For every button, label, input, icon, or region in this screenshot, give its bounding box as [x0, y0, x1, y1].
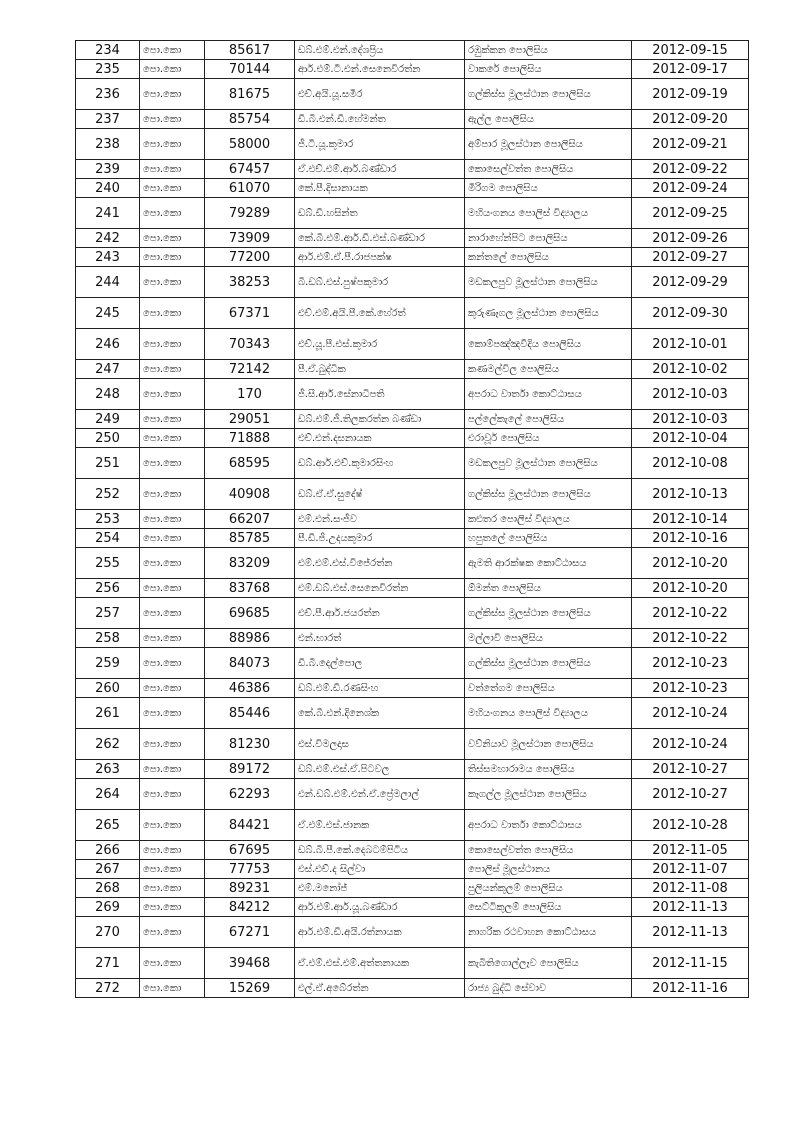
row-number: 243 — [76, 248, 140, 267]
officer-name: ජී.ටී.යූ.කුමාර — [295, 129, 465, 160]
transfer-date: 2012-10-13 — [632, 479, 749, 510]
row-number: 258 — [76, 629, 140, 648]
police-station: ගල්කිස්ස මූලස්ථාන පොලිසිය — [465, 598, 632, 629]
officer-name: බී.ඩබ්.එස්.පුෂ්පකුමාර — [295, 267, 465, 298]
officer-name: ආර්.එම්.ඩී.අයි.රත්නායක — [295, 917, 465, 948]
registration-number: 46386 — [205, 679, 295, 698]
row-number: 261 — [76, 698, 140, 729]
transfer-date: 2012-11-13 — [632, 898, 749, 917]
rank-cell: පො.කො — [140, 648, 205, 679]
table-row — [76, 648, 749, 679]
transfer-date: 2012-09-26 — [632, 229, 749, 248]
police-station: කෑගල්ල මූලස්ථාන පොලිසිය — [465, 779, 632, 810]
rank-cell: පො.කො — [140, 698, 205, 729]
table-row — [76, 41, 749, 60]
row-number: 235 — [76, 60, 140, 79]
officer-name: ඩබ්.එම්.එන්.දේශප්‍රිය — [295, 41, 465, 60]
row-number: 265 — [76, 810, 140, 841]
table-row — [76, 198, 749, 229]
transfer-date: 2012-09-15 — [632, 41, 749, 60]
row-number: 236 — [76, 79, 140, 110]
row-number: 251 — [76, 448, 140, 479]
officer-name: ආර්.එම්.ටී.එන්.සෙනෙවිරත්න — [295, 60, 465, 79]
transfer-date: 2012-10-22 — [632, 598, 749, 629]
table-row — [76, 860, 749, 879]
police-station: මහියංගනය පොලිස් විද්‍යාලය — [465, 198, 632, 229]
table-row — [76, 729, 749, 760]
row-number: 246 — [76, 329, 140, 360]
officer-name: එන්.භාරත් — [295, 629, 465, 648]
police-station: මහියංගනය පොලිස් විද්‍යාලය — [465, 698, 632, 729]
registration-number: 67271 — [205, 917, 295, 948]
transfer-date: 2012-10-23 — [632, 648, 749, 679]
registration-number: 81675 — [205, 79, 295, 110]
police-station: නාරාහේන්පිට පොලිසිය — [465, 229, 632, 248]
table-row — [76, 179, 749, 198]
registration-number: 67457 — [205, 160, 295, 179]
rank-cell: පො.කො — [140, 429, 205, 448]
transfer-date: 2012-11-08 — [632, 879, 749, 898]
row-number: 249 — [76, 410, 140, 429]
row-number: 237 — [76, 110, 140, 129]
officer-name: ඩබ්.ආර්.එච්.කුමාරසිංහ — [295, 448, 465, 479]
rank-cell: පො.කො — [140, 679, 205, 698]
officer-name: එම්.මනෝජ් — [295, 879, 465, 898]
transfer-date: 2012-09-20 — [632, 110, 749, 129]
row-number: 244 — [76, 267, 140, 298]
officer-name: පී.ඩී.ජී.උදයකුමාර — [295, 529, 465, 548]
registration-number: 85754 — [205, 110, 295, 129]
police-station: ඕමන්ත පොලිසිය — [465, 579, 632, 598]
table-row — [76, 360, 749, 379]
transfer-date: 2012-11-15 — [632, 948, 749, 979]
registration-number: 89231 — [205, 879, 295, 898]
transfer-date: 2012-10-03 — [632, 379, 749, 410]
transfer-list-table — [75, 40, 749, 998]
police-station: කණමල්විල පොලිසිය — [465, 360, 632, 379]
transfer-date: 2012-10-28 — [632, 810, 749, 841]
police-station: කුරුණෑගල මූලස්ථාන පොලිසිය — [465, 298, 632, 329]
transfer-date: 2012-11-07 — [632, 860, 749, 879]
registration-number: 66207 — [205, 510, 295, 529]
row-number: 241 — [76, 198, 140, 229]
officer-name: ඩබ්.එම්.ජී.තිලකරත්න බණ්ඩා — [295, 410, 465, 429]
row-number: 252 — [76, 479, 140, 510]
row-number: 245 — [76, 298, 140, 329]
table-row — [76, 510, 749, 529]
table-row — [76, 879, 749, 898]
transfer-date: 2012-09-17 — [632, 60, 749, 79]
row-number: 257 — [76, 598, 140, 629]
officer-name: එම්.ඩබ්.එස්.සෙනෙවිරත්න — [295, 579, 465, 598]
police-station: හපුතලේ පොලිසිය — [465, 529, 632, 548]
rank-cell: පො.කො — [140, 879, 205, 898]
registration-number: 85617 — [205, 41, 295, 60]
officer-name: ඩබ්.එම්.ඩී.රණසිංහ — [295, 679, 465, 698]
rank-cell: පො.කො — [140, 248, 205, 267]
rank-cell: පො.කො — [140, 598, 205, 629]
table-row — [76, 379, 749, 410]
transfer-date: 2012-10-20 — [632, 548, 749, 579]
registration-number: 38253 — [205, 267, 295, 298]
registration-number: 40908 — [205, 479, 295, 510]
table-row — [76, 267, 749, 298]
officer-name: එච්.පී.ආර්.ජයරත්න — [295, 598, 465, 629]
transfer-date: 2012-10-20 — [632, 579, 749, 598]
police-station: රඹුක්කන පොලිසිය — [465, 41, 632, 60]
table-row — [76, 60, 749, 79]
rank-cell: පො.කො — [140, 810, 205, 841]
rank-cell: පො.කො — [140, 779, 205, 810]
row-number: 255 — [76, 548, 140, 579]
table-row — [76, 629, 749, 648]
row-number: 256 — [76, 579, 140, 598]
officer-name: එම්.එන්.සංජීව — [295, 510, 465, 529]
table-row — [76, 479, 749, 510]
transfer-date: 2012-10-01 — [632, 329, 749, 360]
police-station: කන්තලේ පොලිසිය — [465, 248, 632, 267]
table-row — [76, 110, 749, 129]
rank-cell: පො.කො — [140, 948, 205, 979]
rank-cell: පො.කො — [140, 79, 205, 110]
transfer-date: 2012-10-27 — [632, 779, 749, 810]
row-number: 247 — [76, 360, 140, 379]
officer-name: එල්.ඒ.අබේරත්න — [295, 979, 465, 998]
table-row — [76, 898, 749, 917]
registration-number: 67695 — [205, 841, 295, 860]
police-station: කොම්පඤ්ඤවීදිය පොලිසිය — [465, 329, 632, 360]
transfer-date: 2012-10-04 — [632, 429, 749, 448]
registration-number: 15269 — [205, 979, 295, 998]
officer-name: එම්.එම්.එස්.විජේරත්න — [295, 548, 465, 579]
transfer-date: 2012-10-14 — [632, 510, 749, 529]
row-number: 262 — [76, 729, 140, 760]
row-number: 259 — [76, 648, 140, 679]
rank-cell: පො.කො — [140, 360, 205, 379]
rank-cell: පො.කො — [140, 179, 205, 198]
table-row — [76, 129, 749, 160]
rank-cell: පො.කො — [140, 760, 205, 779]
table-row — [76, 79, 749, 110]
table-row — [76, 229, 749, 248]
table-row — [76, 760, 749, 779]
registration-number: 73909 — [205, 229, 295, 248]
row-number: 250 — [76, 429, 140, 448]
police-station: පුලියන්කුලම් පොලිසිය — [465, 879, 632, 898]
rank-cell: පො.කො — [140, 160, 205, 179]
row-number: 253 — [76, 510, 140, 529]
officer-name: ආර්.එම්.ආර්.යූ.බණ්ඩාර — [295, 898, 465, 917]
row-number: 234 — [76, 41, 140, 60]
transfer-date: 2012-10-03 — [632, 410, 749, 429]
police-station: වත්තේගම පොලිසිය — [465, 679, 632, 698]
officer-name: ඒ.එම්.එස්.එම්.අත්තනායක — [295, 948, 465, 979]
registration-number: 84421 — [205, 810, 295, 841]
officer-name: එච්.අයි.යූ.සමීර — [295, 79, 465, 110]
rank-cell: පො.කො — [140, 329, 205, 360]
registration-number: 83768 — [205, 579, 295, 598]
registration-number: 81230 — [205, 729, 295, 760]
registration-number: 39468 — [205, 948, 295, 979]
police-station: කොසෙල්වත්ත පොලිසිය — [465, 841, 632, 860]
transfer-date: 2012-11-16 — [632, 979, 749, 998]
police-station: තිස්සමහාරාමය පොලිසිය — [465, 760, 632, 779]
transfer-date: 2012-10-16 — [632, 529, 749, 548]
rank-cell: පො.කො — [140, 410, 205, 429]
police-station: අම්පාර මූලස්ථාන පොලිසිය — [465, 129, 632, 160]
police-station: අපරාධ වාර්තා කොට්ඨාසය — [465, 379, 632, 410]
registration-number: 62293 — [205, 779, 295, 810]
police-station: පල්ලේකැලේ පොලිසිය — [465, 410, 632, 429]
registration-number: 68595 — [205, 448, 295, 479]
officer-name: ආර්.එම්.ඒ.පී.රාජපක්ෂ — [295, 248, 465, 267]
police-station: මඩකලපුව මූලස්ථාන පොලිසිය — [465, 267, 632, 298]
police-station: එරාවූර් පොලිසිය — [465, 429, 632, 448]
table-body — [76, 41, 749, 998]
row-number: 270 — [76, 917, 140, 948]
transfer-date: 2012-10-24 — [632, 729, 749, 760]
rank-cell: පො.කො — [140, 267, 205, 298]
police-station: ඇල්ල පොලිසිය — [465, 110, 632, 129]
row-number: 264 — [76, 779, 140, 810]
transfer-date: 2012-11-13 — [632, 917, 749, 948]
officer-name: ඩබ්.එම්.එස්.ඒ.පිටවල — [295, 760, 465, 779]
rank-cell: පො.කො — [140, 510, 205, 529]
row-number: 269 — [76, 898, 140, 917]
police-station: කළුතර පොලිස් විද්‍යාලය — [465, 510, 632, 529]
registration-number: 89172 — [205, 760, 295, 779]
row-number: 242 — [76, 229, 140, 248]
registration-number: 29051 — [205, 410, 295, 429]
table-row — [76, 679, 749, 698]
rank-cell: පො.කො — [140, 841, 205, 860]
rank-cell: පො.කො — [140, 41, 205, 60]
registration-number: 70343 — [205, 329, 295, 360]
officer-name: එච්.එන්.දසනායක — [295, 429, 465, 448]
police-station: මල්ලාවි පොලිසිය — [465, 629, 632, 648]
officer-name: ඩබ්.ඩී.හසින්ත — [295, 198, 465, 229]
officer-name: ඩී.බී.දෙල්පොල — [295, 648, 465, 679]
registration-number: 170 — [205, 379, 295, 410]
officer-name: එස්.විමලදාස — [295, 729, 465, 760]
police-station: සෙට්ටිකුලම් පොලිසිය — [465, 898, 632, 917]
rank-cell: පො.කො — [140, 629, 205, 648]
officer-name: කේ.බී.එන්.දිනෙශ්ක — [295, 698, 465, 729]
row-number: 266 — [76, 841, 140, 860]
police-station: මඩකලපුව මූලස්ථාන පොලිසිය — [465, 448, 632, 479]
police-station: කැබිතිගොල්ලෑව පොලිසිය — [465, 948, 632, 979]
police-station: පොලිස් මූලස්ථානය — [465, 860, 632, 879]
rank-cell: පො.කො — [140, 60, 205, 79]
registration-number: 61070 — [205, 179, 295, 198]
rank-cell: පො.කො — [140, 110, 205, 129]
transfer-date: 2012-09-24 — [632, 179, 749, 198]
registration-number: 77200 — [205, 248, 295, 267]
rank-cell: පො.කො — [140, 898, 205, 917]
rank-cell: පො.කො — [140, 729, 205, 760]
officer-name: ඩී.බී.එන්.ඩී.හේමන්ත — [295, 110, 465, 129]
table-row — [76, 448, 749, 479]
officer-name: එන්.ඩබ්.එම්.එන්.ඒ.ප්‍රේමලාල් — [295, 779, 465, 810]
transfer-date: 2012-09-19 — [632, 79, 749, 110]
transfer-date: 2012-09-25 — [632, 198, 749, 229]
table-row — [76, 698, 749, 729]
row-number: 239 — [76, 160, 140, 179]
officer-name: එස්.එච්.ද සිල්වා — [295, 860, 465, 879]
registration-number: 84212 — [205, 898, 295, 917]
table-row — [76, 248, 749, 267]
rank-cell: පො.කො — [140, 448, 205, 479]
officer-name: ඩබ්.බී.පී.කේ.දෙබටම්පිටිය — [295, 841, 465, 860]
table-row — [76, 329, 749, 360]
rank-cell: පො.කො — [140, 917, 205, 948]
row-number: 254 — [76, 529, 140, 548]
officer-name: එච්.යූ.පී.එස්.කුමාර — [295, 329, 465, 360]
row-number: 268 — [76, 879, 140, 898]
table-row — [76, 548, 749, 579]
rank-cell: පො.කො — [140, 860, 205, 879]
row-number: 272 — [76, 979, 140, 998]
officer-name: ඩබ්.ඒ.ඒ.සුදේෂ් — [295, 479, 465, 510]
officer-name: කේ.බී.එම්.ආර්.ඩී.එස්.බණ්ඩාර — [295, 229, 465, 248]
police-station: මීරිගම පොලිසිය — [465, 179, 632, 198]
officer-name: ජී.සී.ආර්.සේනාධිපති — [295, 379, 465, 410]
police-station: වව්නියාව මූලස්ථාන පොලිසිය — [465, 729, 632, 760]
transfer-date: 2012-10-23 — [632, 679, 749, 698]
table-row — [76, 160, 749, 179]
table-row — [76, 429, 749, 448]
table-row — [76, 779, 749, 810]
registration-number: 69685 — [205, 598, 295, 629]
registration-number: 67371 — [205, 298, 295, 329]
registration-number: 83209 — [205, 548, 295, 579]
rank-cell: පො.කො — [140, 198, 205, 229]
transfer-date: 2012-10-22 — [632, 629, 749, 648]
table-row — [76, 598, 749, 629]
police-station: ගල්කිස්ස මූලස්ථාන පොලිසිය — [465, 79, 632, 110]
row-number: 271 — [76, 948, 140, 979]
registration-number: 70144 — [205, 60, 295, 79]
transfer-date: 2012-09-29 — [632, 267, 749, 298]
rank-cell: පො.කො — [140, 479, 205, 510]
row-number: 238 — [76, 129, 140, 160]
transfer-date: 2012-10-24 — [632, 698, 749, 729]
officer-name: ඒ.එම්.එස්.ජානක — [295, 810, 465, 841]
registration-number: 88986 — [205, 629, 295, 648]
transfer-date: 2012-09-30 — [632, 298, 749, 329]
table-row — [76, 841, 749, 860]
registration-number: 79289 — [205, 198, 295, 229]
transfer-date: 2012-10-27 — [632, 760, 749, 779]
row-number: 260 — [76, 679, 140, 698]
row-number: 248 — [76, 379, 140, 410]
table-row — [76, 948, 749, 979]
table-row — [76, 979, 749, 998]
registration-number: 85785 — [205, 529, 295, 548]
row-number: 267 — [76, 860, 140, 879]
registration-number: 58000 — [205, 129, 295, 160]
transfer-date: 2012-10-08 — [632, 448, 749, 479]
registration-number: 85446 — [205, 698, 295, 729]
transfer-date: 2012-10-02 — [632, 360, 749, 379]
transfer-date: 2012-09-27 — [632, 248, 749, 267]
table-row — [76, 917, 749, 948]
police-station: කොසෙල්වත්ත පොලිසිය — [465, 160, 632, 179]
rank-cell: පො.කො — [140, 379, 205, 410]
rank-cell: පො.කො — [140, 979, 205, 998]
table-row — [76, 579, 749, 598]
police-station: නාගරික රථවාහන කොට්ඨාසය — [465, 917, 632, 948]
transfer-date: 2012-09-22 — [632, 160, 749, 179]
officer-name: එච්.එම්.අයි.පී.කේ.හේරත් — [295, 298, 465, 329]
row-number: 240 — [76, 179, 140, 198]
table-row — [76, 298, 749, 329]
police-station: අපරාධ වාර්තා කොට්ඨාසය — [465, 810, 632, 841]
registration-number: 72142 — [205, 360, 295, 379]
police-station: ඇමති ආරක්ෂක කොට්ඨාසය — [465, 548, 632, 579]
officer-name: ඒ.එච්.එම්.ආර්.බණ්ඩාර — [295, 160, 465, 179]
rank-cell: පො.කො — [140, 548, 205, 579]
rank-cell: පො.කො — [140, 579, 205, 598]
officer-name: පී.ඒ.බුද්ධික — [295, 360, 465, 379]
rank-cell: පො.කො — [140, 229, 205, 248]
registration-number: 77753 — [205, 860, 295, 879]
rank-cell: පො.කො — [140, 129, 205, 160]
transfer-date: 2012-11-05 — [632, 841, 749, 860]
police-station: ගල්කිස්ස මූලස්ථාන පොලිසිය — [465, 648, 632, 679]
table-row — [76, 810, 749, 841]
table-row — [76, 410, 749, 429]
registration-number: 84073 — [205, 648, 295, 679]
row-number: 263 — [76, 760, 140, 779]
rank-cell: පො.කො — [140, 298, 205, 329]
police-station: ගල්කිස්ස මූලස්ථාන පොලිසිය — [465, 479, 632, 510]
police-station: වාකරේ පොලිසිය — [465, 60, 632, 79]
transfer-date: 2012-09-21 — [632, 129, 749, 160]
rank-cell: පො.කො — [140, 529, 205, 548]
officer-name: කේ.පී.දිසානායක — [295, 179, 465, 198]
registration-number: 71888 — [205, 429, 295, 448]
table-row — [76, 529, 749, 548]
police-station: රාජ්‍ය බුද්ධි සේවාව — [465, 979, 632, 998]
